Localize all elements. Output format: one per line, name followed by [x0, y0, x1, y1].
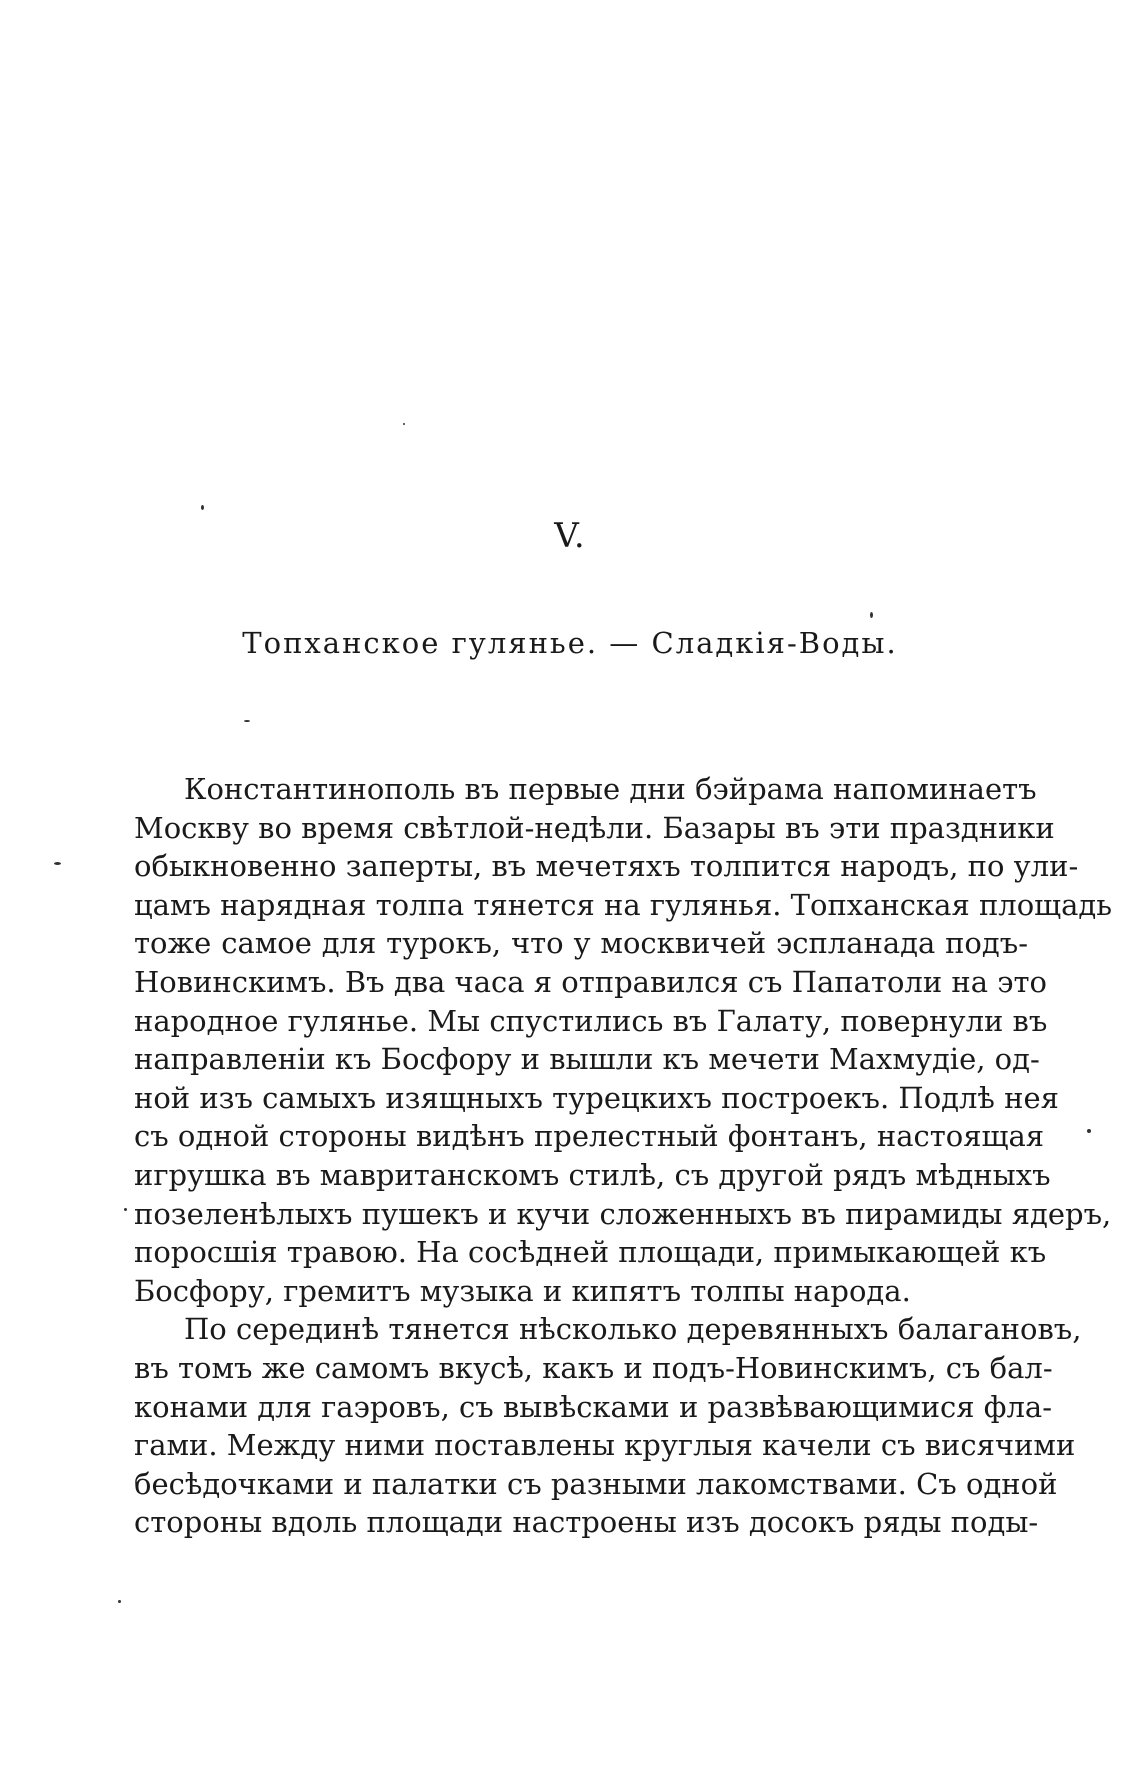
paragraph-line: бесѣдочками и палатки съ разными лакомствами. Съ одной [134, 1466, 1058, 1501]
scan-speck [124, 1208, 127, 1211]
body-text [134, 770, 1113, 1542]
paragraph-line: обыкновенно заперты, въ мечетяхъ толпится народъ, по ули- [134, 849, 1079, 884]
paragraph-line: гами. Между ними поставлены круглыя качели съ висячими [134, 1428, 1076, 1463]
paragraph-line: въ томъ же самомъ вкусѣ, какъ и подъ-Новинскимъ, съ бал- [134, 1350, 1053, 1385]
paragraph-line: тоже самое для турокъ, что у москвичей эспланада подъ- [134, 926, 1028, 961]
paragraph-line: народное гулянье. Мы спустились въ Галату, повернули въ [134, 1003, 1048, 1038]
paragraph-line: направленіи къ Босфору и вышли къ мечети Махмудіе, од- [134, 1042, 1040, 1077]
scan-speck [1087, 1129, 1091, 1133]
scan-speck [403, 423, 405, 425]
paragraph-line: Босфору, гремитъ музыка и кипятъ толпы народа. [134, 1273, 911, 1308]
paragraph-line: игрушка въ мавританскомъ стилѣ, съ другой рядъ мѣдныхъ [134, 1157, 1051, 1192]
paragraph-line: поросшія травою. На сосѣдней площади, примыкающей къ [134, 1235, 1047, 1270]
paragraph-line: Москву во время свѣтлой-недѣли. Базары въ эти праздники [134, 810, 1055, 845]
scan-speck [244, 720, 250, 722]
paragraph-line: стороны вдоль площади настроены изъ досокъ ряды поды- [134, 1505, 1039, 1540]
paragraph-line: Новинскимъ. Въ два часа я отправился съ Папатоли на это [134, 964, 1047, 999]
paragraph-line: Константинополь въ первые дни бэйрама напоминаетъ [184, 772, 1037, 806]
paragraph-line: конами для гаэровъ, съ вывѣсками и развѣвающимися фла- [134, 1389, 1052, 1424]
paragraph-line: ной изъ самыхъ изящныхъ турецкихъ построекъ. Подлѣ нея [134, 1080, 1059, 1115]
chapter-title: Топханское гулянье. — Сладкія-Воды. [242, 626, 898, 660]
paragraph-line: позеленѣлыхъ пушекъ и кучи сложенныхъ въ пирамиды ядеръ, [134, 1196, 1112, 1231]
paragraph-line: съ одной стороны видѣнъ прелестный фонтанъ, настоящая [134, 1119, 1045, 1154]
scan-speck [54, 862, 61, 865]
scan-speck [118, 1600, 121, 1603]
chapter-number: V. [554, 516, 586, 556]
paragraph-line: По серединѣ тянется нѣсколько деревянныхъ балагановъ, [184, 1312, 1082, 1347]
scan-speck [201, 505, 204, 510]
paragraph-line: цамъ нарядная толпа тянется на гулянья. Топханская площадь [134, 887, 1113, 922]
scan-speck [870, 612, 873, 618]
